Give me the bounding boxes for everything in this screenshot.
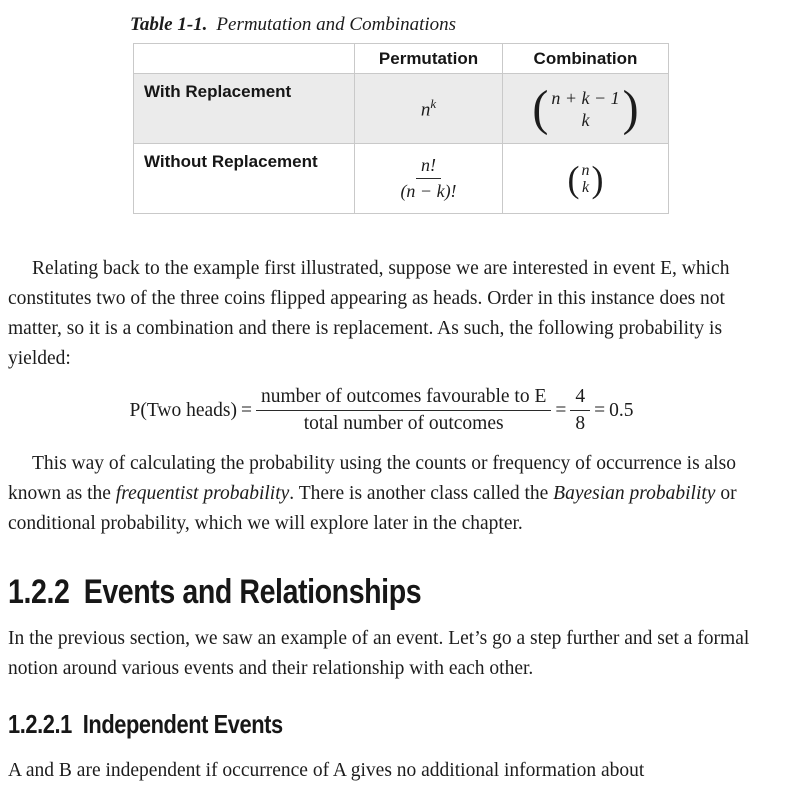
subsection-number: 1.2.2.1: [8, 709, 72, 739]
term-bayesian-probability: Bayesian probability: [553, 483, 716, 504]
equals-sign: =: [241, 399, 252, 421]
numeric-fraction: [570, 386, 590, 435]
text-segment: This way of calculating the probability using the counts or frequency of occurrence is also known as the: [8, 453, 736, 504]
permutation-combination-table: [133, 43, 669, 214]
binomial-stack: [582, 162, 590, 196]
probability-equation: [8, 386, 755, 435]
table-header-permutation: Permutation: [355, 44, 503, 74]
fraction-denominator: (n − k)!: [400, 181, 457, 201]
math-base: n: [420, 99, 431, 121]
fraction-numerator: 4: [570, 386, 590, 411]
formula-binomial-n-choose-k: [503, 144, 669, 214]
probability-fraction: [256, 386, 551, 435]
formula-binomial-n-plus-k-minus-1: [503, 74, 669, 144]
equals-sign: =: [555, 399, 567, 421]
left-paren: (: [532, 80, 549, 136]
binomial-bottom: k: [581, 178, 590, 196]
right-paren: ): [622, 80, 639, 136]
text-segment: or conditional probability, which we will explore later in the chapter.: [8, 483, 737, 534]
fraction: [395, 155, 461, 202]
equation-lhs: P(Two heads): [129, 399, 237, 421]
section-number: 1.2.2: [8, 573, 70, 611]
binomial-bottom: k: [581, 109, 590, 130]
left-paren: (: [567, 157, 580, 200]
section-heading-events-and-relationships: [8, 573, 635, 612]
math-exponent: k: [430, 95, 437, 111]
equation-result: 0.5: [609, 399, 634, 421]
table-header-blank: [134, 44, 355, 74]
binomial-coefficient: [567, 157, 605, 200]
binomial-stack: [551, 87, 619, 131]
fraction-numerator: number of outcomes favourable to E: [256, 386, 551, 411]
binomial-top: n: [581, 161, 590, 179]
fraction-denominator: total number of outcomes: [303, 413, 504, 434]
fraction-numerator: n!: [416, 155, 441, 179]
formula-n-factorial-fraction: [355, 144, 503, 214]
table-row-without-replacement: [134, 144, 669, 214]
row-label-without-replacement: Without Replacement: [134, 144, 355, 214]
table-caption: [130, 14, 755, 36]
fraction-denominator: 8: [575, 413, 586, 434]
table-caption-label: Table 1-1.: [130, 14, 208, 35]
row-label-with-replacement: With Replacement: [134, 74, 355, 144]
text-segment: . There is another class called the: [289, 483, 554, 504]
paragraph-frequentist: [8, 449, 755, 539]
table-header-row: [134, 44, 669, 74]
equals-sign: =: [594, 399, 606, 421]
binomial-coefficient: [531, 80, 639, 136]
binomial-top: n + k − 1: [551, 87, 620, 108]
section-title: Events and Relationships: [83, 573, 422, 611]
paragraph-independent-events: A and B are independent if occurrence of A gives no additional information about: [8, 760, 645, 781]
right-paren: ): [591, 157, 604, 200]
table-header-combination: Combination: [503, 44, 669, 74]
paragraph-events-intro: In the previous section, we saw an example of an event. Let’s go a step further and set a formal notion around various events and their relationship with each other.: [8, 628, 750, 679]
term-frequentist-probability: frequentist probability: [115, 483, 290, 504]
table-caption-title: Permutation and Combinations: [216, 14, 457, 35]
table-row-with-replacement: [134, 74, 669, 144]
paragraph-example: Relating back to the example first illustrated, suppose we are interested in event E, which constitutes two of the three coins flipped appearing as heads. Order in this instance does not matter, so it is a combination and there is replacement. As such, the following probability is yielded:: [8, 258, 730, 369]
subsection-title: Independent Events: [82, 709, 283, 739]
formula-n-power-k: [355, 74, 503, 144]
subsection-heading-independent-events: [8, 709, 635, 740]
